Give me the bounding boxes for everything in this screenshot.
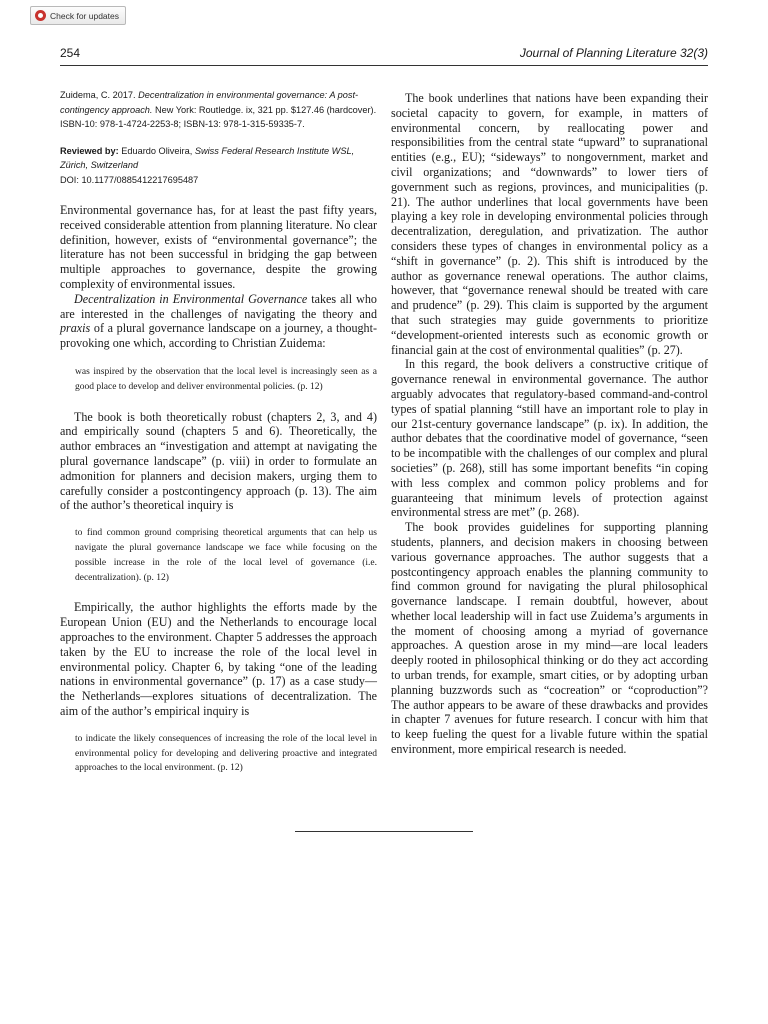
reviewer-line xyxy=(60,144,377,173)
reviewer-affiliation: Swiss Federal Research Institute WSL, Zürich, Switzerland xyxy=(60,145,355,170)
paragraph: Empirically, the author highlights the efforts made by the European Union (EU) and the Netherlands to encourage local approaches to the environment. Chapter 5 addresses the approach taken by the EU to increase the role of the local level in environmental policy. Chapter 6, by taking “one of the leading nations in environmental governance” (p. 17) as a case study—the Netherlands—explores situations of decentralization. The aim of the author’s empirical inquiry is xyxy=(60,600,377,718)
doi: DOI: 10.1177/0885412217695487 xyxy=(60,174,199,185)
check-for-updates-button[interactable] xyxy=(30,6,126,25)
paragraph: The book provides guidelines for supporting planning students, planners, and decision makers in choosing between various governance approaches. The author suggests that a postcontingency approach enables the planning community to find common ground for navigating the plural philosophical governance landscape. I remain doubtful, however, about whether local leadership will in fact use Zuidema’s arguments in the moment of choosing among a myriad of governance approaches. A question arose in my mind—are local leaders deeply rooted in philosophical thinking or do they act according to urban trends, for example, smart cities, or by adopting urban planning buzzwords such as “cocreation” or “coproduction”? The author appears to be aware of these drawbacks and provides in chapter 7 avenues for future research. I concur with him that to keep fueling the quest for a livable future within the spatial environment, more empirical research is needed. xyxy=(391,520,708,757)
left-body xyxy=(60,410,377,514)
reviewer-name: Eduardo Oliveira, xyxy=(118,145,195,156)
check-for-updates-label: Check for updates xyxy=(50,10,119,21)
journal-citation: Journal of Planning Literature 32(3) xyxy=(519,46,708,60)
left-column xyxy=(60,88,377,791)
paragraph: Decentralization in Environmental Governance takes all who are interested in the challenges of navigating the theory and praxis of a plural governance landscape on a journey, a thought-provoking one which, according to Christian Zuidema: xyxy=(60,291,377,351)
update-badge-icon xyxy=(35,10,46,21)
paragraph: Environmental governance has, for at least the past fifty years, received considerable attention from planning literature. No clear definition, however, exists of “environmental governance”; the literature has not been successful in bridging the gap between multiple approaches to governance, despite the growing complexity of environmental issues. xyxy=(60,203,377,291)
book-citation: Zuidema, C. 2017. Decentralization in environmental governance: A post-contingency approach. New York: Routledge. ix, 321 pp. $127.46 (hardcover). ISBN-10: 978-1-4724-2253-8; ISBN-13: 978-1-315-59335-7. xyxy=(60,90,377,129)
header-rule xyxy=(60,65,708,66)
page-number: 254 xyxy=(60,46,81,60)
left-body xyxy=(60,203,377,351)
book-citation-block xyxy=(60,88,377,187)
paragraph: In this regard, the book delivers a constructive critique of governance renewal in environmental governance. The author arguably advocates that regulatory-based command-and-control types of spatial planning “still have an important role to play in our 21st-century governance landscape” (p. ix). In addition, the author debates that the coordinative model of governance, “seen to be incompatible with the challenges of our complex and plural societies” (p. 268), still has some important benefits “in coping with less complex and common policy problems and for guaranteeing that minimum levels of protection against environmental stress are met” (p. 268). xyxy=(391,357,708,520)
block-quote: to find common ground comprising theoretical arguments that can help us navigate the plural governance landscape we face while focusing on the possible increase in the role of the local level of governance (i.e. decentralization). (p. 12) xyxy=(75,528,377,583)
paragraph: The book is both theoretically robust (chapters 2, 3, and 4) and empirically sound (chapters 5 and 6). Theoretically, the author embraces an “investigation and attempt at navigating the plural governance landscape” (p. viii) in order to formulate an admonition for planners and decision makers, urging them to carefully consider a postcontingency approach (p. 13). The aim of the author’s theoretical inquiry is xyxy=(60,409,377,513)
running-header xyxy=(60,46,708,60)
block-quote: to indicate the likely consequences of increasing the role of the local level in environmental policy for developing and delivering proactive and integrated approaches to the local environment. (p. 12) xyxy=(75,733,377,774)
end-rule xyxy=(295,831,473,832)
block-quote: was inspired by the observation that the local level is increasingly seen as a good place to develop and deliver environmental policies. (p. 12) xyxy=(75,366,377,392)
paragraph: The book underlines that nations have been expanding their societal capacity to govern, for example, in matters of environmental concern, by reallocating power and responsibilities from the central state “upward” to supranational entities (e.g., EU); “sideways” to nongovernment, market and civil organizations; and “downwards” to lower tiers of government such as regions, provinces, and municipalities (p. 21). The author underlines that local governments have been playing a key role in developing environmental policies through decentralization, deregulation, and privatization. The author considers these types of changes in environmental policy as a “shift in governance” (p. 2). This shift is introduced by the author as governance renewal operations. The author claims, however, that “governance renewal should be treated with care and prudence” (p. 29). This claim is supported by the argument that such strategies may guide governments to prioritize “development-oriented interests such as economic growth or financial gain at the cost of environmental qualities” (p. 27). xyxy=(391,91,708,357)
right-column xyxy=(391,91,708,757)
left-body xyxy=(60,600,377,718)
reviewer-label: Reviewed by: xyxy=(60,145,119,156)
book-title: Decentralization in environmental governance: A post-contingency approach. xyxy=(60,90,359,115)
